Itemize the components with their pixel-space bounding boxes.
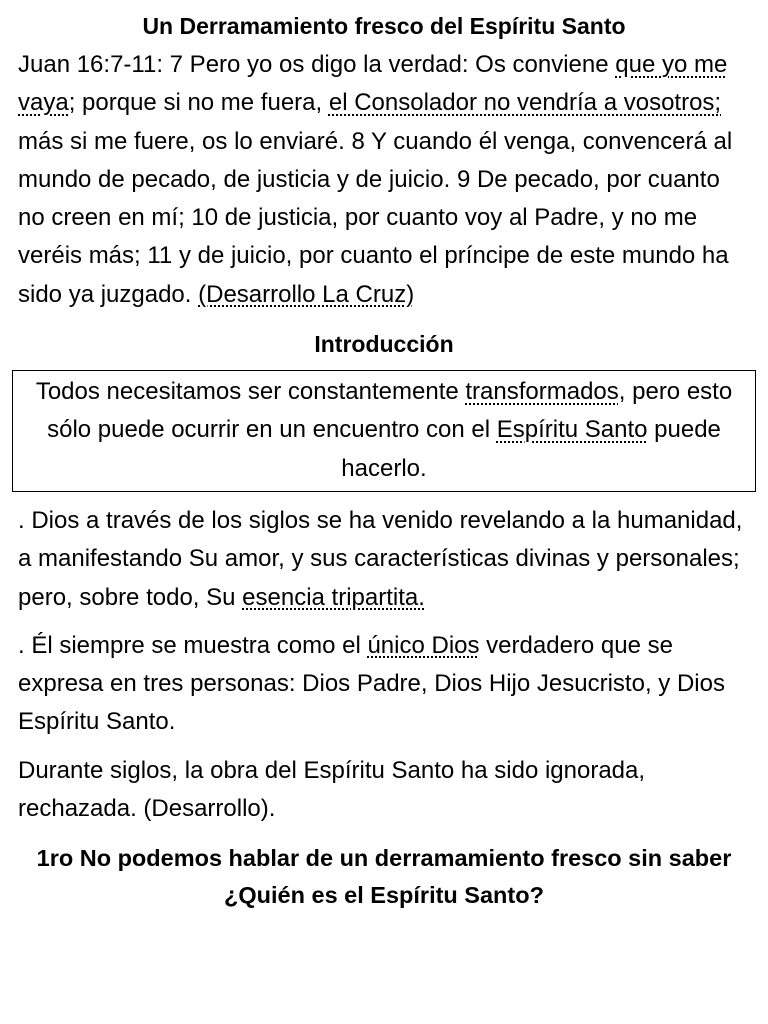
paragraph-revelation-text: . Dios a través de los siglos se ha venido revelando a la humanidad, a manifestando Su amor, y sus características divinas y personales; pero, sobre todo, Su (18, 506, 743, 611)
passage-link-desarrollo-la-cruz[interactable]: (Desarrollo La Cruz) (198, 280, 415, 308)
paragraph-link-esencia-tripartita[interactable]: esencia tripartita. (242, 583, 425, 611)
spacer (18, 742, 750, 752)
scripture-passage (18, 46, 750, 314)
document-title: Un Derramamiento fresco del Espíritu Santo (142, 13, 626, 39)
paragraph-trinity-text-1: . Él siempre se muestra como el (18, 631, 368, 659)
intro-box (12, 370, 756, 492)
intro-box-text-2: , pero esto sólo puede ocurrir en un encuentro con el (47, 378, 733, 444)
spacer (18, 617, 750, 627)
paragraph-ignored: Durante siglos, la obra del Espíritu Santo ha sido ignorada, rechazada. (Desarrollo). (18, 756, 646, 823)
intro-box-link-espiritu-santo[interactable]: Espíritu Santo (496, 416, 648, 444)
passage-text-1: Juan 16:7-11: 7 Pero yo os digo la verdad: Os conviene (18, 51, 616, 78)
passage-link-consolador[interactable]: el Consolador no vendría a vosotros; (328, 89, 722, 117)
passage-text-2: ; porque si no me fuera, (68, 89, 329, 117)
spacer (18, 492, 750, 502)
paragraph-revelation (18, 502, 750, 617)
intro-box-link-transformados[interactable]: transformados (465, 378, 619, 406)
passage-link-que-yo-me-vaya[interactable]: que yo me vaya (18, 51, 728, 117)
section-heading-first-point: 1ro No podemos hablar de un derramamiento fresco sin saber ¿Quién es el Espíritu Santo? (36, 845, 732, 909)
intro-box-text-1: Todos necesitamos ser constantemente (35, 378, 466, 406)
paragraph-trinity-text-2: verdadero que se expresa en tres personas: Dios Padre, Dios Hijo Jesucristo, y Dios Espíritu Santo. (18, 631, 725, 736)
passage-text-3: más si me fuere, os lo enviaré. 8 Y cuando él venga, convencerá al mundo de pecado, de justicia y de juicio. 9 De pecado, por cuanto no creen en mí; 10 de justicia, por cuanto voy al Padre, y no me veréis más; 11 y de juicio, por cuanto el príncipe de este mundo ha sido ya juzgado. (18, 127, 733, 308)
paragraph-link-unico-dios[interactable]: único Dios (367, 631, 480, 659)
intro-heading: Introducción (314, 331, 454, 358)
paragraph-trinity (18, 627, 750, 742)
intro-box-text-3: puede hacerlo. (341, 416, 721, 482)
